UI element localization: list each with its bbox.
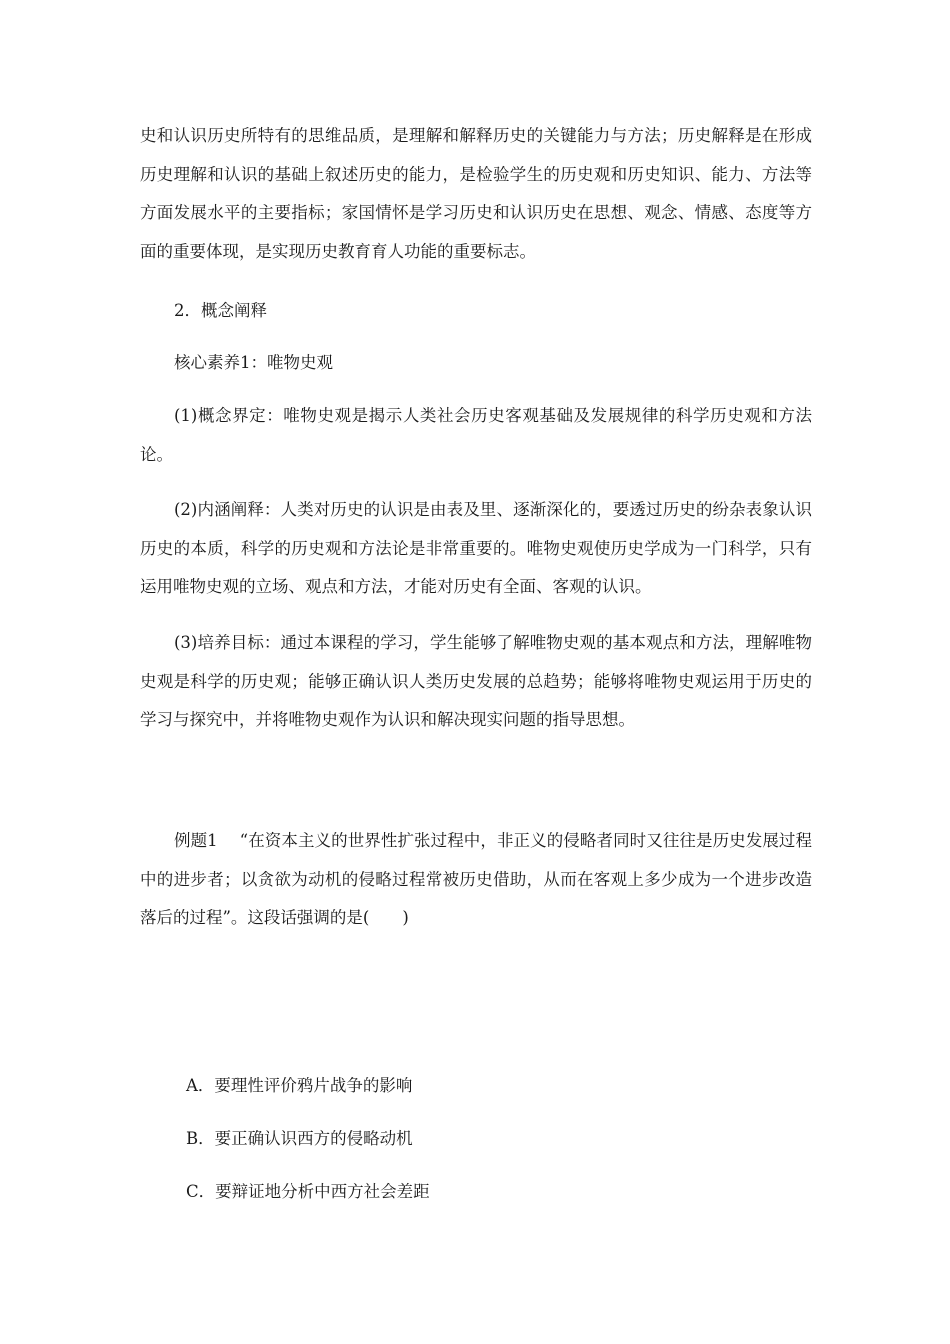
option-text: 要理性评价鸦片战争的影响 [214, 1076, 413, 1095]
option-letter: A． [186, 1076, 215, 1095]
option-c [186, 1180, 430, 1204]
section-heading: 2．概念阐释 [174, 301, 267, 320]
example-text: “在资本主义的世界性扩张过程中，非正义的侵略者同时又往往是历史发展过程中的进步者；以贪欲为动机的侵略过程常被历史借助，从而在客观上多少成为一个进步改造落后的过程”。这段话强调的是( ) [140, 831, 812, 927]
training-goal-paragraph: (3)培养目标：通过本课程的学习，学生能够了解唯物史观的基本观点和方法，理解唯物史观是科学的历史观；能够正确认识人类历史发展的总趋势；能够将唯物史观运用于历史的学习与探究中，并将唯物史观作为认识和解决现实问题的指导思想。 [140, 633, 812, 729]
core-literacy-heading: 核心素养1：唯物史观 [174, 353, 333, 372]
option-text: 要辩证地分析中西方社会差距 [215, 1182, 430, 1201]
example-label: 例题1 [174, 831, 218, 850]
option-a [186, 1074, 412, 1098]
concept-definition-paragraph: (1)概念界定：唯物史观是揭示人类社会历史客观基础及发展规律的科学历史观和方法论。 [140, 406, 812, 464]
intro-paragraph: 史和认识历史所特有的思维品质，是理解和解释历史的关键能力与方法；历史解释是在形成历史理解和认识的基础上叙述历史的能力，是检验学生的历史观和历史知识、能力、方法等方面发展水平的主要指标；家国情怀是学习历史和认识历史在思想、观念、情感、态度等方面的重要体现，是实现历史教育育人功能的重要标志。 [140, 126, 812, 261]
option-letter: C． [186, 1182, 216, 1201]
connotation-paragraph: (2)内涵阐释：人类对历史的认识是由表及里、逐渐深化的，要透过历史的纷杂表象认识历史的本质，科学的历史观和方法论是非常重要的。唯物史观使历史学成为一门科学，只有运用唯物史观的立场、观点和方法，才能对历史有全面、客观的认识。 [140, 500, 812, 596]
option-b [186, 1127, 413, 1151]
example-question [140, 822, 812, 938]
option-letter: B． [186, 1129, 215, 1148]
option-text: 要正确认识西方的侵略动机 [214, 1129, 413, 1148]
